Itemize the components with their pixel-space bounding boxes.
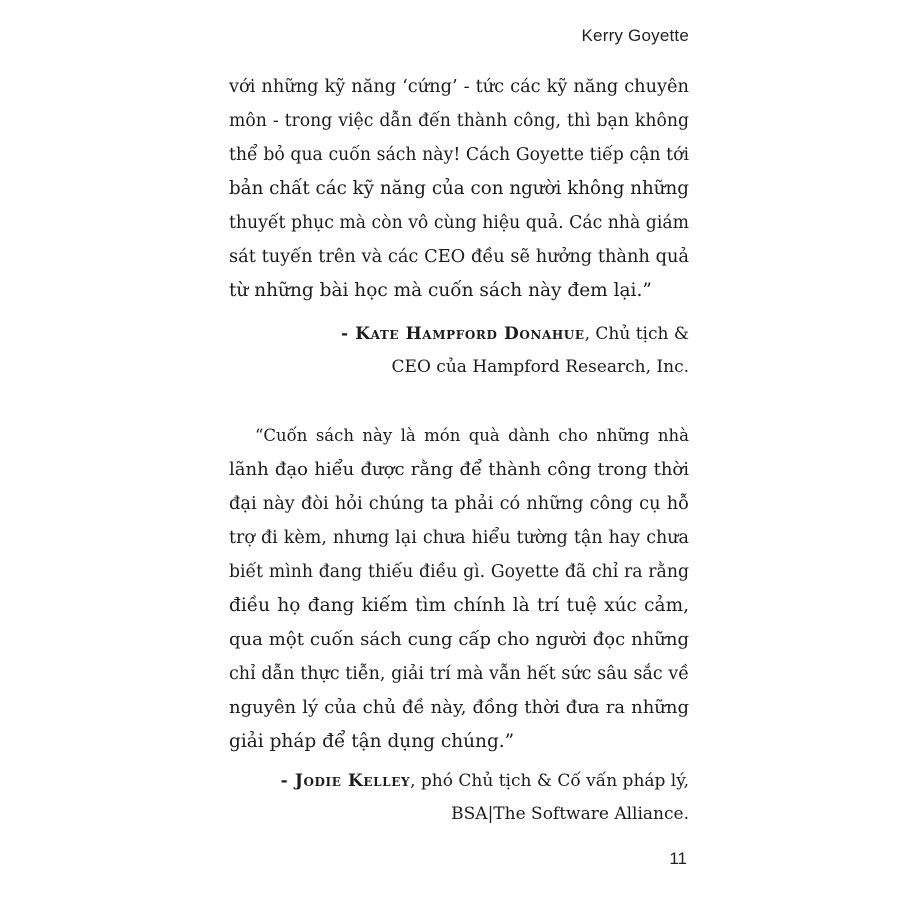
quote-2-attribution <box>281 765 689 831</box>
attribution-1-name: - Kate Hampford Donahue <box>341 324 585 344</box>
quote-2-line: “Cuốn sách này là món quà dành cho những nhà <box>255 426 689 445</box>
quote-2-line: trợ đi kèm, nhưng lại chưa hiểu tường tận hay chưa <box>229 528 689 548</box>
quote-1-line: thuyết phục mà còn vô cùng hiệu quả. Các nhà giám <box>229 213 689 233</box>
quote-1-line: thể bỏ qua cuốn sách này! Cách Goyette tiếp cận tới <box>229 145 689 165</box>
quote-1-line: môn - trong việc dẫn đến thành công, thì bạn không <box>229 111 689 131</box>
quote-1-attribution <box>341 318 689 384</box>
page-number: 11 <box>669 849 687 868</box>
quote-1-line: bản chất các kỹ năng của con người không những <box>229 178 689 199</box>
quote-2-line: lãnh đạo hiểu được rằng để thành công trong thời <box>229 459 689 480</box>
attribution-1-role: , Chủ tịch & <box>584 324 689 344</box>
quote-2-line: nguyên lý của chủ đề này, đồng thời đưa ra những <box>229 697 689 718</box>
quote-2-line: chỉ dẫn thực tiễn, giải trí mà vẫn hết sức sâu sắc về <box>229 664 689 684</box>
quote-2-line: điều họ đang kiếm tìm chính là trí tuệ xúc cảm, <box>229 595 689 616</box>
quote-1-line: với những kỹ năng ‘cứng’ - tức các kỹ năng chuyên <box>229 77 689 97</box>
quote-1-line: sát tuyến trên và các CEO đều sẽ hưởng thành quả <box>229 247 689 267</box>
attribution-1-line-2: CEO của Hampford Research, Inc. <box>391 357 689 377</box>
quote-2-line: đại này đòi hỏi chúng ta phải có những công cụ hỗ <box>229 494 689 514</box>
quote-1-body <box>229 70 689 308</box>
attribution-1-line-1 <box>341 318 689 351</box>
quote-2-line: qua một cuốn sách cung cấp cho người đọc những <box>229 629 689 650</box>
quote-2-line: biết mình đang thiếu điều gì. Goyette đã chỉ ra rằng <box>229 562 689 582</box>
running-head-author: Kerry Goyette <box>581 26 689 45</box>
attribution-2-line-2: BSA|The Software Alliance. <box>451 804 689 824</box>
quote-2-body <box>229 419 689 759</box>
attribution-2-line-1 <box>281 765 689 798</box>
attribution-2-name: - Jodie Kelley <box>280 771 411 791</box>
quote-1-line: từ những bài học mà cuốn sách này đem lại.” <box>229 280 652 301</box>
quote-2-line: giải pháp để tận dụng chúng.” <box>229 731 515 752</box>
attribution-2-role: , phó Chủ tịch & Cố vấn pháp lý, <box>410 771 689 791</box>
